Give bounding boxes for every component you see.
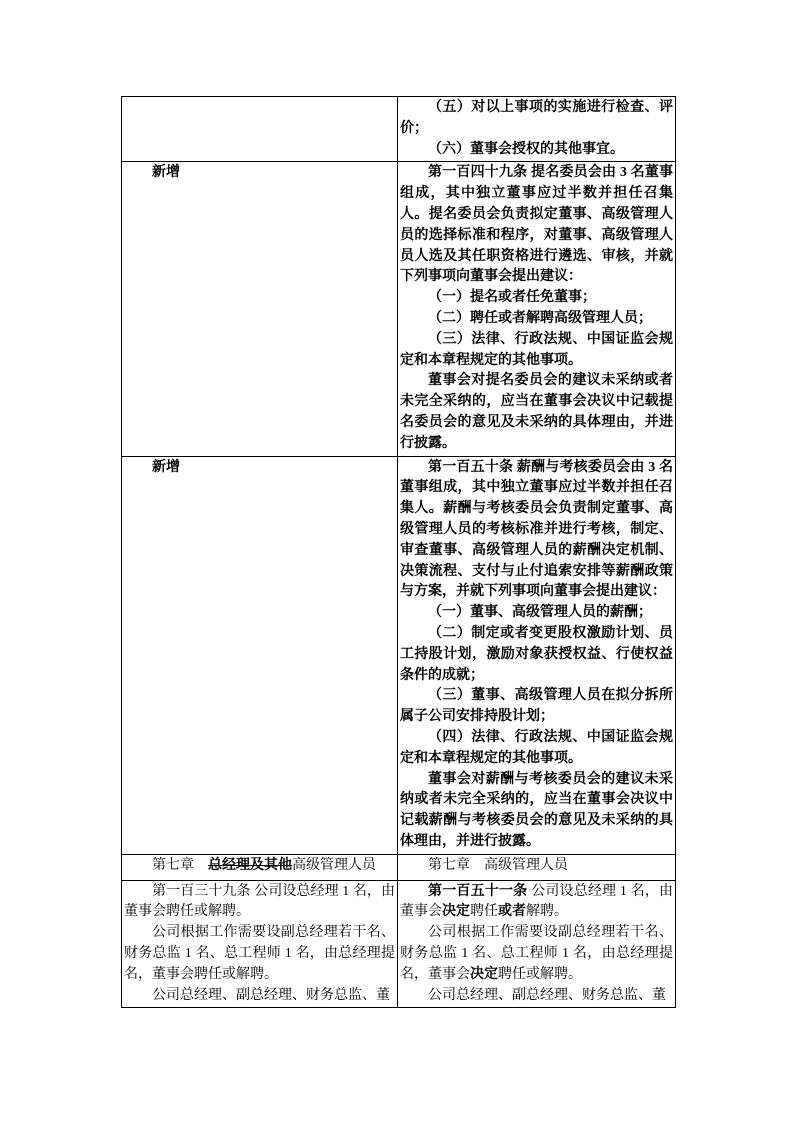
paragraph: [400, 686, 673, 728]
text-segment: 第七章 高级管理人员: [428, 857, 568, 873]
paragraph: [400, 163, 673, 288]
emphasized-text: 新增: [152, 459, 180, 475]
text-segment: 聘任或解聘。: [498, 966, 582, 982]
table-row: [122, 162, 676, 456]
text-segment: 公司总经理、副总经理、财务总监、董: [152, 987, 390, 1003]
paragraph: [400, 603, 673, 624]
table-cell-left: [122, 854, 398, 880]
comparison-table: [121, 96, 676, 1008]
text-segment: 第七章: [152, 857, 208, 873]
emphasized-text: （三）董事、高级管理人员在拟分拆所属子公司安排持股计划；: [400, 688, 673, 725]
deleted-text: 总经理及其他: [208, 857, 292, 873]
paragraph: [400, 288, 673, 309]
text-segment: 公司设总经理 1 名，由董事会: [400, 883, 674, 920]
paragraph: [400, 309, 673, 330]
table-row: [122, 97, 676, 162]
table-cell-left: [122, 456, 398, 854]
emphasized-text: （一）董事、高级管理人员的薪酬；: [428, 605, 652, 621]
emphasized-text: 董事会对薪酬与考核委员会的建议未采纳或者未完全采纳的，应当在董事会决议中记载薪酬与考核委员会的意见及未采纳的具体理由，并进行披露。: [400, 771, 673, 849]
emphasized-text: （四）法律、行政法规、中国证监会规定和本章程规定的其他事项。: [400, 729, 673, 766]
paragraph: [400, 923, 673, 985]
table-cell-right: [398, 854, 676, 880]
emphasized-text: （一）提名或者任免董事；: [428, 290, 596, 306]
text-segment: 解聘。: [526, 904, 568, 920]
paragraph: [400, 770, 673, 853]
paragraph: [124, 986, 395, 1007]
paragraph: [124, 882, 395, 924]
text-segment: 高级管理人员: [292, 857, 376, 873]
paragraph: [400, 986, 673, 1007]
emphasized-text: 决定: [470, 966, 498, 982]
paragraph: [400, 458, 673, 604]
emphasized-text: 第一百五十一条: [428, 883, 528, 899]
paragraph: [400, 856, 673, 877]
table-row: [122, 880, 676, 1008]
paragraph: [400, 330, 673, 372]
emphasized-text: （三）法律、行政法规、中国证监会规定和本章程规定的其他事项。: [400, 331, 673, 368]
emphasized-text: 新增: [152, 165, 180, 181]
chapter-heading-row: [122, 854, 676, 880]
text-segment: 公司总经理、副总经理、财务总监、董: [428, 987, 666, 1003]
table-row: [122, 456, 676, 854]
paragraph: [400, 624, 673, 686]
table-cell-left: [122, 97, 398, 162]
table-cell-left: [122, 162, 398, 456]
paragraph: [124, 856, 395, 877]
paragraph: [400, 98, 673, 140]
paragraph: [400, 728, 673, 770]
text-segment: 聘任: [470, 904, 498, 920]
table-cell-left: [122, 880, 398, 1008]
comparison-table-body: [122, 97, 676, 1008]
emphasized-text: （二）聘任或者解聘高级管理人员；: [428, 310, 652, 326]
text-segment: 公司根据工作需要设副总经理若干名、财务总监 1 名、总工程师 1 名，由总经理提名，董事会: [400, 925, 673, 982]
paragraph: [124, 923, 395, 985]
emphasized-text: 第一百五十条 薪酬与考核委员会由 3 名董事组成，其中独立董事应过半数并担任召集人。薪酬与考核委员会负责制定董事、高级管理人员的考核标准并进行考核，制定、审查董事、高级管理人员的薪酬决定机制、决策流程、支付与止付追索安排等薪酬政策与方案，并就下列事项向董事会提出建议：: [400, 459, 673, 600]
emphasized-text: 第一百四十九条 提名委员会由 3 名董事组成，其中独立董事应过半数并担任召集人。提名委员会负责拟定董事、高级管理人员的选择标准和程序，对董事、高级管理人员人选及其任职资格进行遴选、审核，并就下列事项向董事会提出建议：: [400, 165, 673, 285]
table-cell-right: [398, 97, 676, 162]
emphasized-text: （五）对以上事项的实施进行检查、评价；: [400, 100, 673, 136]
paragraph: [124, 163, 395, 184]
table-cell-right: [398, 456, 676, 854]
emphasized-text: （二）制定或者变更股权激励计划、员工持股计划，激励对象获授权益、行使权益条件的成就；: [400, 625, 673, 683]
emphasized-text: 或者: [498, 904, 526, 920]
emphasized-text: 决定: [442, 904, 470, 920]
paragraph: [400, 140, 673, 161]
paragraph: [400, 882, 673, 924]
paragraph: [124, 458, 395, 479]
text-segment: 第一百三十九条 公司设总经理 1 名，由董事会聘任或解聘。: [124, 883, 395, 920]
emphasized-text: （六）董事会授权的其他事宜。: [428, 141, 624, 157]
table-cell-right: [398, 880, 676, 1008]
paragraph: [400, 371, 673, 454]
emphasized-text: 董事会对提名委员会的建议未采纳或者未完全采纳的，应当在董事会决议中记载提名委员会的意见及未采纳的具体理由，并进行披露。: [400, 373, 673, 451]
text-segment: 公司根据工作需要设副总经理若干名、财务总监 1 名、总工程师 1 名，由总经理提名，董事会聘任或解聘。: [124, 925, 395, 982]
table-cell-right: [398, 162, 676, 456]
